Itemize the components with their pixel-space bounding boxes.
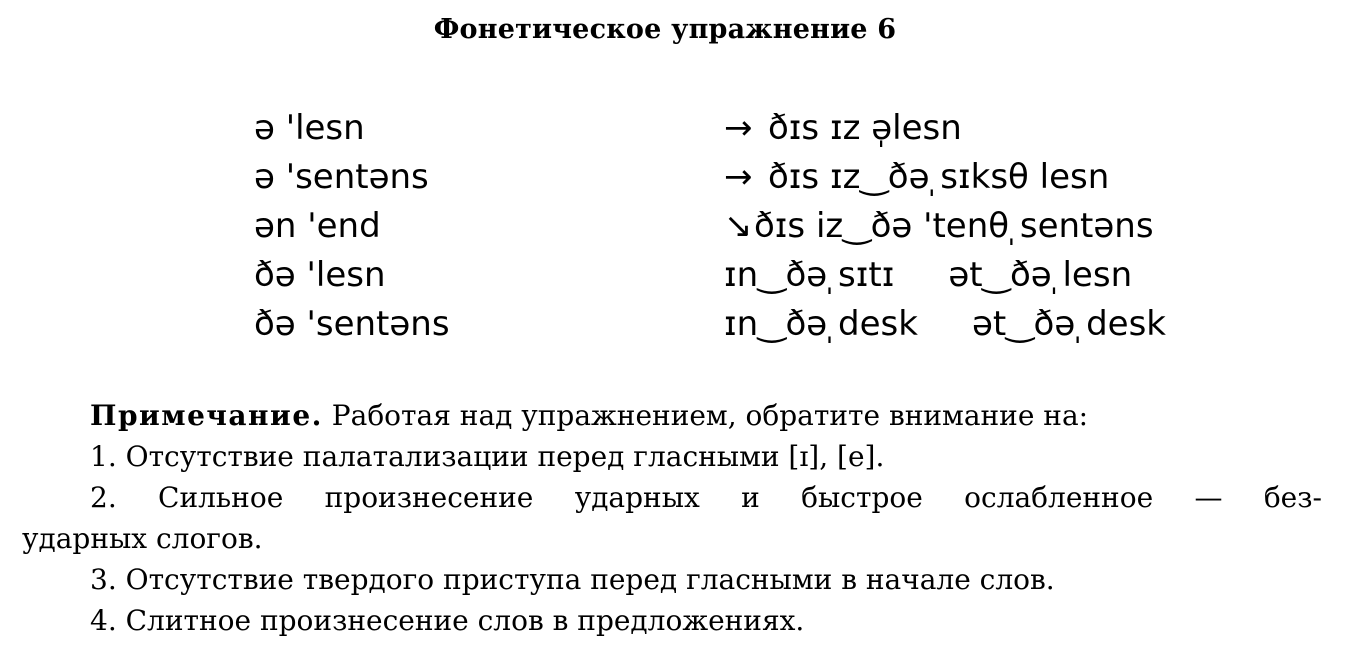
phrase-text: ðɪs iz‿ðə 'tenθ ̩sentəns (754, 206, 1154, 246)
note-item: 1. Отсутствие палатализации перед гласными [ɪ], [е]. (90, 440, 885, 473)
exercise-title: Фонетическое упражнение 6 (433, 14, 897, 45)
phrase-line (724, 300, 1344, 349)
transcription-line: ə 'sentəns (254, 157, 429, 197)
transcription-line: ə 'lesn (254, 108, 365, 148)
transcription-line: ən 'end (254, 206, 381, 246)
note-item-continuation: ударных слогов. (22, 522, 263, 555)
note-item: 3. Отсутствие твердого приступа перед гласными в начале слов. (90, 563, 1055, 596)
note-item: 2. Сильное произнесение ударных и быстрое ослабленное — без- (90, 481, 1322, 514)
note-section (22, 395, 1322, 641)
phrase-line (724, 251, 1344, 300)
transcription-right-column (724, 104, 1344, 349)
phrase-line (724, 202, 1344, 251)
phrase-text: ðɪs ɪz‿ðə ̩sɪksθ lesn (768, 157, 1110, 197)
phrase-text: ɪn‿ðə ̩desk ət‿ðə ̩desk (724, 304, 1166, 344)
arrow-right-icon: → (724, 108, 753, 148)
phrase-text: ðɪs ɪz ə̩lesn (768, 108, 962, 148)
note-intro-text: Работая над упражнением, обратите внимание на: (322, 399, 1089, 432)
arrow-down-icon: ↘ (724, 206, 753, 246)
note-label: Примечание. (90, 399, 323, 432)
phrase-line (724, 104, 1344, 153)
phrase-text: ɪn‿ðə ̩sɪtɪ ət‿ðə ̩lesn (724, 255, 1133, 295)
phrase-line (724, 153, 1344, 202)
transcription-line: ðə 'lesn (254, 255, 386, 295)
transcription-line: ðə 'sentəns (254, 304, 450, 344)
note-item: 4. Слитное произнесение слов в предложениях. (90, 604, 805, 637)
note-intro (22, 395, 1322, 436)
transcription-left-column (254, 104, 634, 349)
arrow-right-icon: → (724, 157, 753, 197)
